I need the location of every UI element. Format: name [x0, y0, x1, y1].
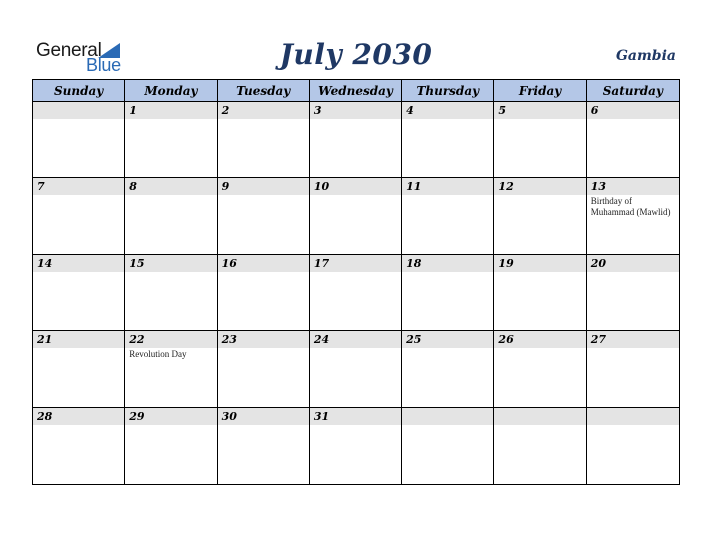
day-number-band: [33, 255, 124, 272]
holiday-label: [310, 348, 401, 349]
day-cell: [494, 331, 586, 407]
day-cell: [587, 331, 679, 407]
day-number: 6: [590, 104, 599, 117]
day-cell: [402, 178, 494, 254]
day-number-band: [310, 408, 401, 425]
holiday-label: [402, 119, 493, 120]
holiday-label: [310, 195, 401, 196]
day-cell: [125, 102, 217, 178]
day-number-band: [494, 331, 585, 348]
holiday-label: [494, 425, 585, 426]
day-number: 11: [406, 180, 422, 194]
day-cell: [494, 102, 586, 178]
day-number-band: [587, 178, 679, 195]
holiday-label: [33, 119, 124, 120]
day-number-band: [402, 408, 493, 425]
holiday-label: [218, 119, 309, 120]
calendar-grid: [32, 79, 680, 485]
day-cell: [33, 178, 125, 254]
day-number-band: [402, 331, 493, 348]
day-number: 22: [129, 333, 145, 347]
holiday-label: [494, 348, 585, 349]
day-number-band: [218, 331, 309, 348]
day-number: 19: [498, 256, 514, 270]
day-number-band: [494, 408, 585, 425]
day-number: 23: [221, 333, 237, 347]
weekday-header-wednesday: Wednesday: [310, 80, 402, 102]
day-number-band: [125, 331, 216, 348]
day-cell: [33, 102, 125, 178]
holiday-label: [402, 272, 493, 273]
day-number: 1: [129, 104, 137, 117]
day-number: 5: [498, 104, 507, 117]
holiday-label: [310, 425, 401, 426]
day-cell: [494, 178, 586, 254]
day-cell: [587, 255, 679, 331]
day-number-band: [494, 102, 585, 119]
holiday-label: [587, 119, 679, 120]
holiday-label: [33, 348, 124, 349]
day-cell: [218, 331, 310, 407]
holiday-label: Revolution Day: [129, 349, 187, 360]
day-number-band: [125, 255, 216, 272]
day-cell: [33, 331, 125, 407]
day-number-band: [587, 102, 679, 119]
weekday-header-thursday: Thursday: [402, 80, 494, 102]
day-number: 3: [313, 104, 322, 117]
day-cell: [125, 178, 217, 254]
day-number-band: [587, 331, 679, 348]
day-number-band: [218, 102, 309, 119]
day-number: 7: [37, 180, 45, 194]
day-cell: [587, 178, 679, 254]
day-cell: [402, 102, 494, 178]
day-number: 29: [129, 409, 145, 423]
day-cell: [310, 102, 402, 178]
day-cell: [310, 178, 402, 254]
day-cell: [218, 255, 310, 331]
day-number-band: [402, 178, 493, 195]
day-cell: [125, 331, 217, 407]
day-cell: [587, 102, 679, 178]
day-number-band: [402, 255, 493, 272]
day-number: 21: [37, 333, 53, 347]
day-number-band: [218, 178, 309, 195]
country-name: Gambia: [615, 48, 676, 64]
holiday-label: [402, 425, 493, 426]
holiday-label: [402, 195, 493, 196]
day-cell: [402, 408, 494, 484]
day-cell: [402, 255, 494, 331]
weekday-header-tuesday: Tuesday: [218, 80, 310, 102]
day-cell: [402, 331, 494, 407]
holiday-label: [33, 195, 124, 196]
day-cell: [218, 408, 310, 484]
day-number: 26: [498, 333, 514, 347]
day-number-band: [494, 255, 585, 272]
day-number-band: [218, 408, 309, 425]
day-cell: [494, 255, 586, 331]
day-number-band: [310, 255, 401, 272]
holiday-label: [402, 348, 493, 349]
day-number: 15: [129, 256, 145, 270]
day-number-band: [125, 178, 216, 195]
day-number: 13: [590, 180, 607, 194]
day-number: 8: [129, 180, 137, 194]
weekday-header-friday: Friday: [494, 80, 586, 102]
holiday-label: [494, 119, 585, 120]
day-number: 14: [37, 256, 53, 270]
day-number: 2: [221, 104, 230, 117]
holiday-label: [33, 425, 124, 426]
day-cell: [33, 255, 125, 331]
holiday-label: [218, 348, 309, 349]
day-number-band: [218, 255, 309, 272]
day-number: 20: [590, 256, 607, 270]
day-number-band: [310, 331, 401, 348]
day-number: 10: [313, 180, 330, 194]
weekday-header-saturday: Saturday: [587, 80, 679, 102]
holiday-label: [587, 348, 679, 349]
day-number: 31: [313, 409, 330, 423]
holiday-label: Birthday of Muhammad (Mawlid): [590, 196, 671, 218]
day-number-band: [33, 178, 124, 195]
holiday-label: [218, 195, 309, 196]
day-cell: [33, 408, 125, 484]
day-cell: [218, 178, 310, 254]
day-cell: [310, 408, 402, 484]
day-number-band: [33, 331, 124, 348]
day-number: 12: [498, 180, 514, 194]
day-number: 24: [313, 333, 330, 347]
day-number-band: [402, 102, 493, 119]
day-number: 16: [221, 256, 237, 270]
holiday-label: [125, 425, 216, 426]
day-number-band: [310, 178, 401, 195]
holiday-label: [310, 272, 401, 273]
logo-blue-text: Blue: [86, 55, 121, 75]
holiday-label: [494, 272, 585, 273]
holiday-label: [587, 425, 679, 426]
day-number-band: [33, 102, 124, 119]
day-number: 30: [221, 409, 237, 423]
calendar-title: July 2030: [279, 38, 433, 71]
holiday-label: [125, 119, 216, 120]
day-cell: [494, 408, 586, 484]
holiday-label: [218, 272, 309, 273]
day-number-band: [494, 178, 585, 195]
day-number: 28: [37, 409, 53, 423]
day-number-band: [587, 255, 679, 272]
day-number: 25: [406, 333, 422, 347]
day-number-band: [310, 102, 401, 119]
day-cell: [310, 255, 402, 331]
day-cell: [125, 408, 217, 484]
day-number: 27: [590, 333, 607, 347]
day-number-band: [125, 102, 216, 119]
day-number: 4: [406, 104, 414, 117]
day-number: 17: [313, 256, 330, 270]
day-cell: [125, 255, 217, 331]
holiday-label: [587, 272, 679, 273]
day-number: 18: [406, 256, 422, 270]
day-cell: [310, 331, 402, 407]
day-cell: [587, 408, 679, 484]
weekday-header-monday: Monday: [125, 80, 217, 102]
day-number-band: [125, 408, 216, 425]
holiday-label: [33, 272, 124, 273]
day-cell: [218, 102, 310, 178]
holiday-label: [218, 425, 309, 426]
holiday-label: [310, 119, 401, 120]
holiday-label: [125, 272, 216, 273]
logo-general-text: General: [36, 40, 102, 61]
day-number-band: [587, 408, 679, 425]
holiday-label: [125, 195, 216, 196]
holiday-label: [494, 195, 585, 196]
day-number-band: [33, 408, 124, 425]
weekday-header-sunday: Sunday: [33, 80, 125, 102]
day-number: 9: [221, 180, 230, 194]
